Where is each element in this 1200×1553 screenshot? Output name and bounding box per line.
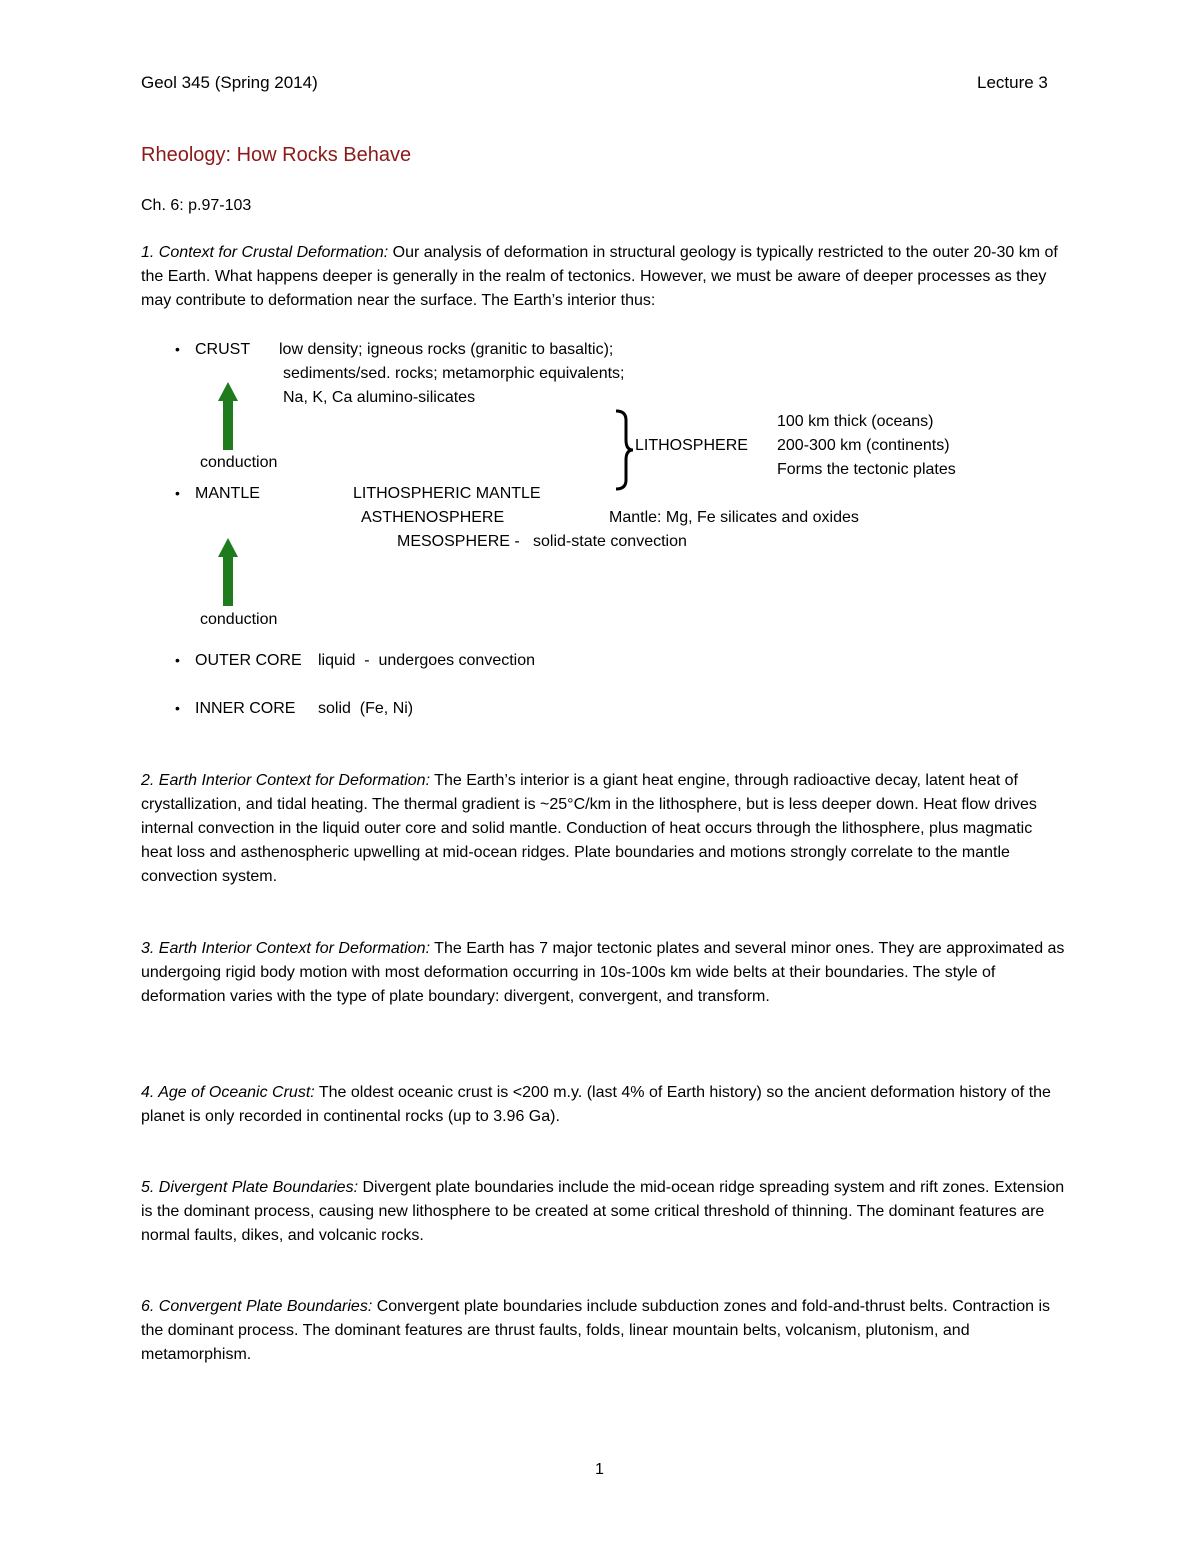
course-header: Geol 345 (Spring 2014) bbox=[141, 73, 318, 92]
section-body: Our analysis of deformation in structural geology is typically restricted to the outer 20-30 km of the Earth. What happens deeper is generally in the realm of tectonics. However, we must be aware of deeper processes as they may contribute to deformation near the surface. The Earth’s interior thus: bbox=[141, 244, 1058, 309]
lithospheric-mantle-label: LITHOSPHERIC MANTLE bbox=[353, 485, 541, 502]
lithosphere-note: 100 km thick (oceans) bbox=[777, 413, 934, 430]
bullet-icon: • bbox=[175, 700, 180, 716]
up-arrow-icon bbox=[217, 537, 239, 607]
section-body: The Earth has 7 major tectonic plates and several minor ones. They are approximated as undergoing rigid body motion with most deformation occurring in 10s-100s km wide belts at their boundaries. The style of deformation varies with the type of plate boundary: divergent, convergent, and transform. bbox=[141, 940, 1065, 1005]
conduction-label: conduction bbox=[200, 454, 278, 471]
page-title: Rheology: How Rocks Behave bbox=[141, 144, 412, 166]
right-brace-icon bbox=[614, 408, 636, 492]
section-heading: 5. Divergent Plate Boundaries: bbox=[141, 1179, 359, 1196]
section-5 bbox=[141, 1176, 1066, 1248]
outer-core-desc: liquid - undergoes convection bbox=[318, 652, 536, 669]
inner-core-label: INNER CORE bbox=[195, 700, 296, 717]
crust-desc-line: Na, K, Ca alumino-silicates bbox=[283, 389, 476, 406]
section-4 bbox=[141, 1081, 1066, 1129]
section-heading: 3. Earth Interior Context for Deformation: bbox=[141, 940, 431, 957]
chapter-reference: Ch. 6: p.97-103 bbox=[141, 197, 252, 214]
bullet-icon: • bbox=[175, 485, 180, 501]
section-body: The oldest oceanic crust is <200 m.y. (last 4% of Earth history) so the ancient deformation history of the planet is only recorded in continental rocks (up to 3.96 Ga). bbox=[141, 1084, 1051, 1125]
up-arrow-icon bbox=[217, 381, 239, 451]
section-heading: 4. Age of Oceanic Crust: bbox=[141, 1084, 315, 1101]
bullet-icon: • bbox=[175, 652, 180, 668]
mantle-label: MANTLE bbox=[195, 485, 260, 502]
crust-label: CRUST bbox=[195, 341, 251, 358]
section-heading: 6. Convergent Plate Boundaries: bbox=[141, 1298, 373, 1315]
section-body: Divergent plate boundaries include the mid-ocean ridge spreading system and rift zones. Extension is the dominant process, causing new lithosphere to be created at some critical threshold of thinning. The dominant features are normal faults, dikes, and volcanic rocks. bbox=[141, 1179, 1065, 1244]
inner-core-desc: solid (Fe, Ni) bbox=[318, 700, 414, 717]
bullet-icon: • bbox=[175, 341, 180, 357]
section-body: Convergent plate boundaries include subduction zones and fold-and-thrust belts. Contraction is the dominant process. The dominant features are thrust faults, folds, linear mountain belts, volcanism, plutonism, and metamorphism. bbox=[141, 1298, 1051, 1363]
mesosphere-label: MESOSPHERE - solid-state convection bbox=[397, 533, 687, 550]
lithosphere-label: LITHOSPHERE bbox=[635, 437, 748, 454]
crust-desc-line: sediments/sed. rocks; metamorphic equivalents; bbox=[283, 365, 625, 382]
lecture-header: Lecture 3 bbox=[977, 73, 1048, 92]
conduction-label: conduction bbox=[200, 611, 278, 628]
mantle-composition: Mantle: Mg, Fe silicates and oxides bbox=[609, 509, 859, 526]
section-heading: 1. Context for Crustal Deformation: bbox=[141, 244, 389, 261]
section-3 bbox=[141, 937, 1066, 1009]
asthenosphere-label: ASTHENOSPHERE bbox=[361, 509, 505, 526]
section-heading: 2. Earth Interior Context for Deformation: bbox=[141, 772, 431, 789]
lithosphere-note: 200-300 km (continents) bbox=[777, 437, 950, 454]
section-1 bbox=[141, 241, 1066, 313]
crust-desc-line: low density; igneous rocks (granitic to basaltic); bbox=[279, 341, 614, 358]
section-6 bbox=[141, 1295, 1066, 1367]
section-body: The Earth’s interior is a giant heat engine, through radioactive decay, latent heat of crystallization, and tidal heating. The thermal gradient is ~25°C/km in the lithosphere, but is less deeper down. Heat flow drives internal convection in the liquid outer core and solid mantle. Conduction of heat occurs through the lithosphere, plus magmatic heat loss and asthenospheric upwelling at mid-ocean ridges. Plate boundaries and motions strongly correlate to the mantle convection system. bbox=[141, 772, 1037, 885]
page-number: 1 bbox=[595, 1461, 604, 1478]
outer-core-label: OUTER CORE bbox=[195, 652, 302, 669]
lithosphere-note: Forms the tectonic plates bbox=[777, 461, 956, 478]
section-2 bbox=[141, 769, 1066, 889]
